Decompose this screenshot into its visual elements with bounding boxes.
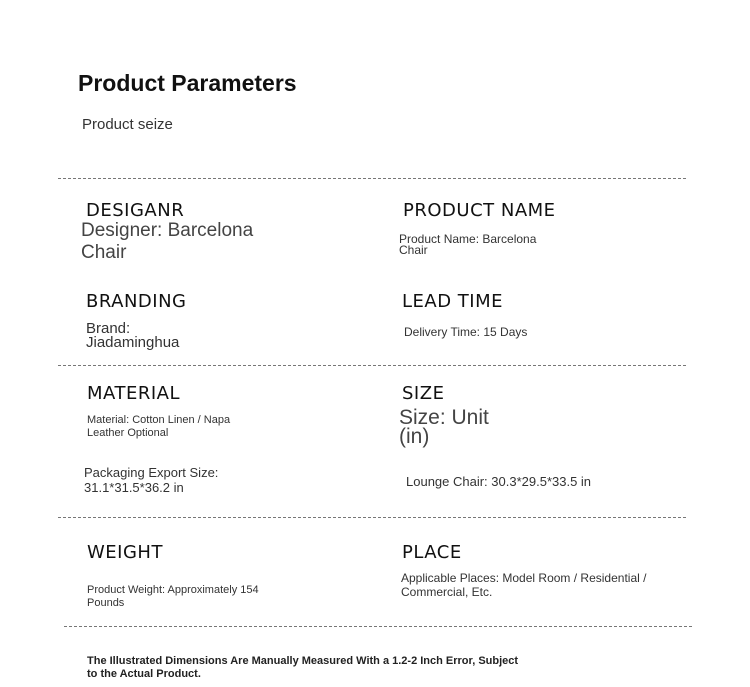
product-name-heading: PRODUCT NAME [403,200,556,221]
place-value-line2: Commercial, Etc. [401,585,493,599]
divider [64,626,692,627]
place-value-line1: Applicable Places: Model Room / Residential / [401,571,647,585]
designer-heading: DESIGANR [86,200,185,221]
branding-value-line2: Jiadaminghua [86,334,180,351]
size-heading: SIZE [402,383,445,404]
product-name-value-line1: Product Name: Barcelona [399,232,537,246]
size-value-line2: (in) [399,425,430,448]
divider [58,517,686,518]
place-value [401,571,646,599]
weight-heading: WEIGHT [87,542,163,563]
product-name-value-line2: Chair [399,243,428,257]
designer-value [81,220,253,264]
weight-value-line1: Product Weight: Approximately 154 [87,584,259,596]
material-value-line1: Material: Cotton Linen / Napa [87,414,231,426]
packaging-value-line1: Packaging Export Size: [84,465,219,480]
divider [58,365,686,366]
branding-value [86,322,179,350]
lead-time-heading: LEAD TIME [402,291,504,312]
material-value [87,414,230,440]
packaging-value [84,465,218,495]
size-value-line1: Size: Unit [399,406,489,429]
place-heading: PLACE [402,542,462,563]
page-title: Product Parameters [78,70,297,96]
material-heading: MATERIAL [87,383,180,404]
designer-value-line2: Chair [81,242,127,263]
disclaimer-note-line2: to the Actual Product. [87,668,201,680]
lead-time-value: Delivery Time: 15 Days [404,325,528,339]
divider [58,178,686,179]
disclaimer-note-line1: The Illustrated Dimensions Are Manually Measured With a 1.2-2 Inch Error, Subject [87,655,519,667]
packaging-value-line2: 31.1*31.5*36.2 in [84,480,184,495]
disclaimer-note [87,655,537,681]
designer-value-line1: Designer: Barcelona [81,220,254,241]
material-value-line2: Leather Optional [87,427,169,439]
weight-value [87,584,259,610]
weight-value-line2: Pounds [87,597,125,609]
product-name-value [399,234,536,256]
lounge-chair-value: Lounge Chair: 30.3*29.5*33.5 in [406,474,592,489]
page-subtitle: Product seize [82,116,173,133]
size-value [399,408,489,446]
branding-value-line1: Brand: [86,320,131,337]
branding-heading: BRANDING [86,291,187,312]
